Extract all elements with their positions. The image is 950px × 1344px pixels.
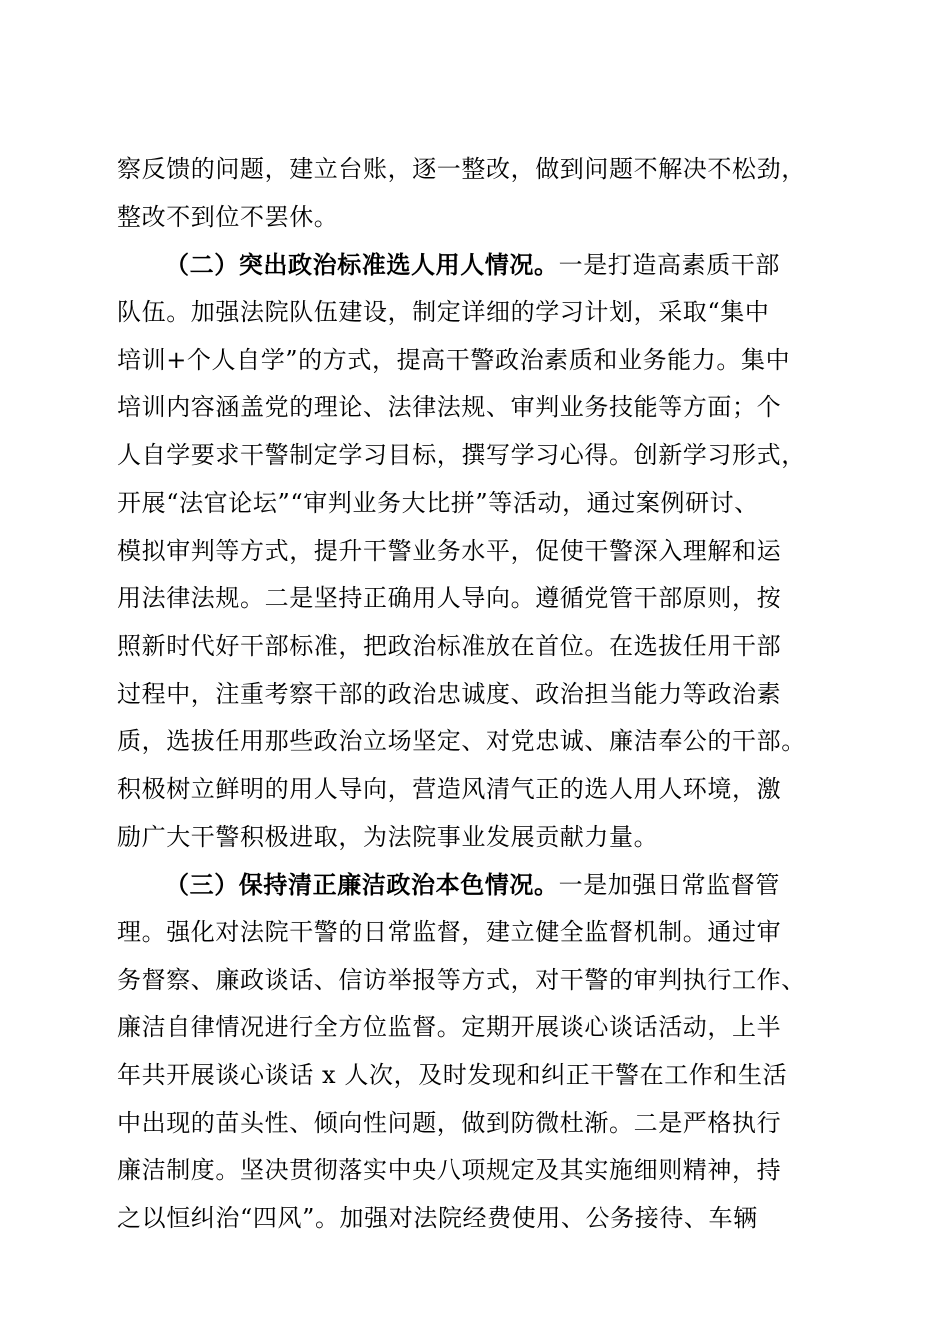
paragraph-section-3 (117, 861, 837, 1243)
section-2-first-line (117, 241, 837, 289)
text-line: 用法律法规。二是坚持正确用人导向。遵循党管干部原则，按 (117, 584, 782, 613)
text-line: 积极树立鲜明的用人导向，营造风清气正的选人用人环境，激 (117, 774, 782, 803)
text-line: 队伍。加强法院队伍建设，制定详细的学习计划，采取“集中 (117, 298, 770, 327)
document-body (117, 146, 837, 1243)
text-line: 年共开展谈心谈话 x 人次，及时发现和纠正干警在工作和生活 (117, 1061, 788, 1090)
text-line: 整改不到位不罢休。 (117, 202, 339, 231)
section-2-first-line-text: 一是打造高素质干部 (558, 251, 781, 280)
paragraph-continuation (117, 146, 837, 241)
section-3-first-line (117, 861, 837, 909)
text-line: 过程中，注重考察干部的政治忠诚度、政治担当能力等政治素 (117, 679, 782, 708)
text-line: 照新时代好干部标准，把政治标准放在首位。在选拔任用干部 (117, 631, 782, 660)
text-line: 理。强化对法院干警的日常监督，建立健全监督机制。通过审 (117, 918, 782, 946)
text-line: 之以恒纠治“四风”。加强对法院经费使用、公务接待、车辆 (117, 1204, 758, 1233)
text-line: 务督察、廉政谈话、信访举报等方式，对干警的审判执行工作、 (117, 965, 806, 994)
text-line: 培训内容涵盖党的理论、法律法规、审判业务技能等方面；个 (117, 393, 782, 422)
section-3-heading: （三）保持清正廉洁政治本色情况。 (165, 870, 559, 900)
text-line: 廉洁自律情况进行全方位监督。定期开展谈心谈话活动，上半 (117, 1013, 782, 1042)
text-line: 开展“法官论坛”“审判业务大比拼”等活动，通过案例研讨、 (117, 488, 759, 517)
text-line: 励广大干警积极进取，为法院事业发展贡献力量。 (117, 822, 659, 851)
text-line: 廉洁制度。坚决贯彻落实中央八项规定及其实施细则精神，持 (117, 1156, 782, 1185)
text-line: 模拟审判等方式，提升干警业务水平，促使干警深入理解和运 (117, 536, 782, 565)
text-line: 质，选拔任用那些政治立场坚定、对党忠诚、廉洁奉公的干部。 (117, 727, 806, 756)
paragraph-section-2 (117, 241, 837, 861)
section-2-heading: （二）突出政治标准选人用人情况。 (165, 250, 559, 280)
section-3-first-line-text: 一是加强日常监督管 (558, 871, 781, 900)
text-line: 中出现的苗头性、倾向性问题，做到防微杜渐。二是严格执行 (117, 1108, 782, 1137)
text-line: 培训+个人自学”的方式，提高干警政治素质和业务能力。集中 (117, 345, 791, 374)
text-line: 人自学要求干警制定学习目标，撰写学习心得。创新学习形式， (117, 441, 806, 470)
text-line: 察反馈的问题，建立台账，逐一整改，做到问题不解决不松劲， (117, 155, 806, 183)
